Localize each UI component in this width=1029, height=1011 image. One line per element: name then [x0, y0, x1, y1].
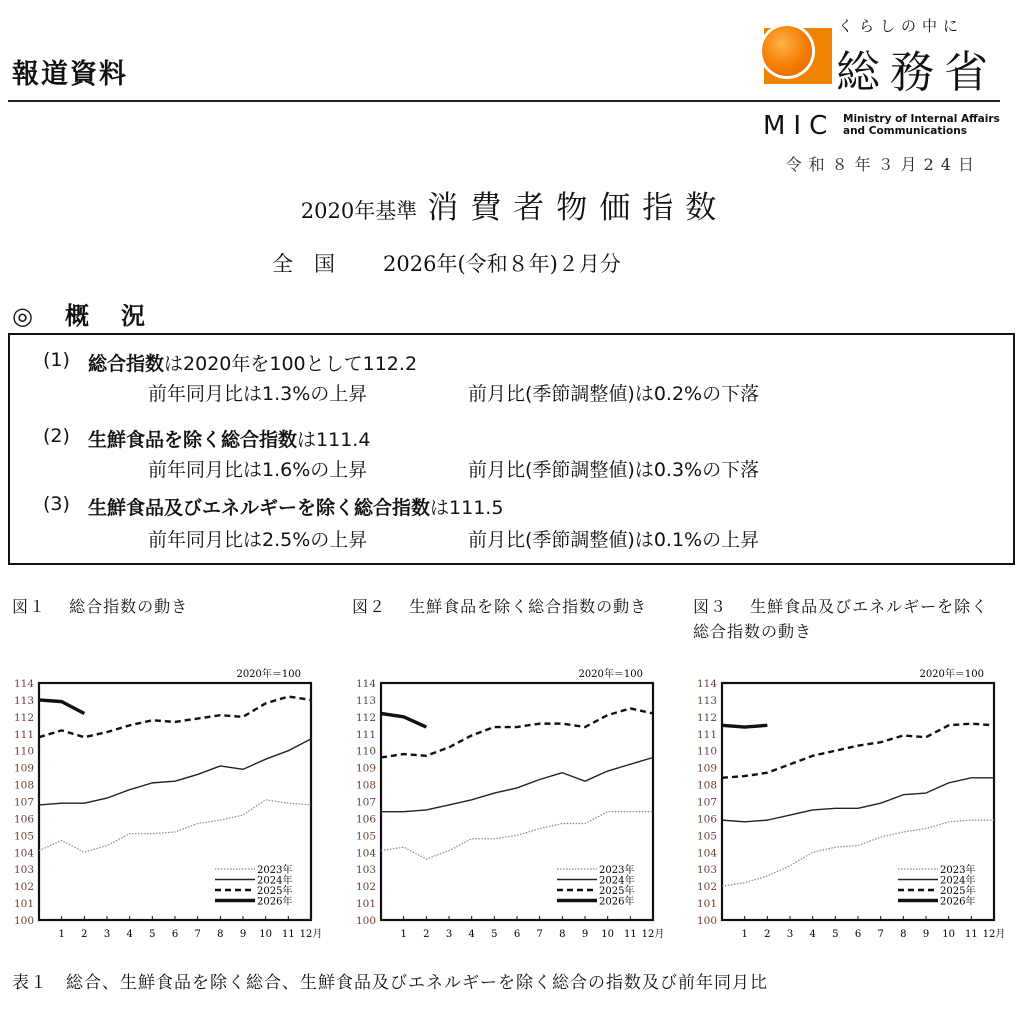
- item-rest: は2020年を100として112.2: [164, 353, 418, 375]
- series-line-2024: [39, 739, 311, 805]
- y-tick-label: 100: [13, 915, 34, 927]
- chart-2: [342, 660, 682, 950]
- y-tick-label: 113: [355, 694, 376, 707]
- y-tick-label: 100: [696, 915, 717, 927]
- y-tick-label: 108: [696, 779, 717, 792]
- figure-1-caption: 図１ 総合指数の動き: [12, 597, 189, 616]
- x-tick-label: 11: [623, 929, 637, 940]
- y-tick-label: 107: [13, 796, 34, 809]
- x-tick-label: 7: [536, 929, 543, 940]
- chart-3: [683, 660, 1023, 950]
- y-tick-label: 102: [696, 881, 717, 894]
- x-tick-label: 9: [581, 929, 589, 940]
- x-tick-label: 8: [559, 929, 566, 940]
- item-number: (1): [43, 349, 70, 371]
- page-subtitle: [272, 248, 621, 278]
- series-line-2025: [381, 708, 653, 757]
- x-tick-label: 12月: [641, 929, 665, 940]
- x-tick-label: 12月: [299, 929, 323, 940]
- title-main: 消費者物価指数: [427, 190, 729, 226]
- overview-box: [8, 333, 1015, 565]
- y-tick-label: 106: [696, 813, 717, 826]
- item-yoy: 前年同月比は2.5%の上昇: [148, 529, 368, 551]
- series-line-2025: [722, 724, 994, 778]
- y-tick-label: 109: [13, 762, 34, 775]
- x-tick-label: 1: [400, 929, 407, 940]
- legend-label: 2023年: [599, 865, 635, 876]
- y-tick-label: 110: [696, 745, 717, 758]
- x-tick-label: 10: [259, 929, 273, 940]
- y-tick-label: 106: [13, 813, 34, 826]
- y-tick-label: 105: [355, 830, 376, 843]
- x-tick-label: 5: [832, 929, 839, 940]
- x-tick-label: 1: [741, 929, 748, 940]
- ministry-english-name: [843, 113, 1000, 137]
- y-tick-label: 110: [355, 745, 376, 758]
- y-tick-label: 108: [13, 779, 34, 792]
- series-line-2026: [39, 700, 84, 714]
- english-line-1: Ministry of Internal Affairs: [843, 113, 1000, 125]
- y-tick-label: 108: [355, 779, 376, 792]
- x-tick-label: 8: [900, 929, 907, 940]
- y-tick-label: 106: [355, 813, 376, 826]
- y-tick-label: 103: [13, 864, 34, 877]
- y-tick-label: 112: [355, 711, 376, 724]
- item-bold: 生鮮食品を除く総合指数: [88, 429, 298, 451]
- x-tick-label: 3: [103, 929, 111, 940]
- x-tick-label: 8: [217, 929, 224, 940]
- y-tick-label: 114: [355, 678, 376, 690]
- x-tick-label: 7: [194, 929, 201, 940]
- x-tick-label: 11: [281, 929, 295, 940]
- legend-label: 2023年: [257, 865, 293, 876]
- x-tick-label: 2: [81, 929, 88, 940]
- figure-2-caption: 図２ 生鮮食品を除く総合指数の動き: [352, 597, 648, 616]
- y-tick-label: 105: [696, 830, 717, 843]
- y-tick-label: 101: [355, 898, 376, 911]
- x-tick-label: 9: [239, 929, 247, 940]
- y-tick-label: 104: [13, 847, 34, 860]
- y-tick-label: 104: [696, 847, 717, 860]
- y-tick-label: 112: [696, 711, 717, 724]
- page-title: [0, 182, 1029, 227]
- legend-label: 2026年: [257, 896, 293, 908]
- y-tick-label: 104: [355, 847, 376, 860]
- x-tick-label: 9: [922, 929, 930, 940]
- y-tick-label: 101: [13, 898, 34, 911]
- x-tick-label: 2: [423, 929, 430, 940]
- legend-label: 2024年: [940, 875, 976, 887]
- series-line-2023: [381, 812, 653, 859]
- legend-label: 2025年: [257, 886, 293, 897]
- legend-label: 2023年: [940, 865, 976, 876]
- item-mom: 前月比(季節調整値)は0.3%の下落: [468, 459, 760, 481]
- y-tick-label: 107: [696, 796, 717, 809]
- x-tick-label: 10: [942, 929, 956, 940]
- x-tick-label: 10: [601, 929, 615, 940]
- x-tick-label: 4: [126, 929, 133, 940]
- y-tick-label: 112: [13, 711, 34, 724]
- figure-3-caption: 図３ 生鮮食品及びエネルギーを除く総合指数の動き: [693, 597, 989, 641]
- header-rule: [8, 100, 1000, 102]
- y-tick-label: 103: [696, 864, 717, 877]
- y-tick-label: 114: [13, 678, 34, 690]
- item-number: (3): [43, 493, 70, 515]
- y-tick-label: 103: [355, 864, 376, 877]
- y-tick-label: 105: [13, 830, 34, 843]
- x-tick-label: 6: [854, 929, 862, 940]
- x-tick-label: 4: [809, 929, 816, 940]
- x-tick-label: 6: [171, 929, 179, 940]
- x-tick-label: 3: [786, 929, 794, 940]
- y-tick-label: 114: [696, 678, 717, 690]
- y-tick-label: 102: [13, 881, 34, 894]
- table-1-caption: 表１ 総合、生鮮食品を除く総合、生鮮食品及びエネルギーを除く総合の指数及び前年同月比: [12, 973, 768, 993]
- legend-label: 2025年: [599, 886, 635, 897]
- overview-item-2: [88, 425, 370, 452]
- y-tick-label: 113: [696, 694, 717, 707]
- item-rest: は111.5: [430, 497, 504, 519]
- series-line-2026: [381, 713, 426, 727]
- release-date: 令和８年３月24日: [785, 155, 981, 174]
- series-line-2023: [39, 800, 311, 852]
- english-line-2: and Communications: [843, 125, 967, 137]
- item-bold: 総合指数: [88, 353, 165, 375]
- y-tick-label: 109: [696, 762, 717, 775]
- x-tick-label: 5: [491, 929, 498, 940]
- item-rest: は111.4: [297, 429, 371, 451]
- x-tick-label: 12月: [982, 929, 1006, 940]
- mic-logo-sphere-icon: [762, 26, 812, 76]
- y-tick-label: 107: [355, 796, 376, 809]
- ministry-name: 総務省: [836, 47, 998, 98]
- base-year-note: 2020年＝100: [919, 669, 984, 680]
- item-bold: 生鮮食品及びエネルギーを除く総合指数: [88, 497, 431, 519]
- subtitle-area: 全 国: [272, 252, 335, 276]
- item-mom: 前月比(季節調整値)は0.1%の上昇: [468, 529, 760, 551]
- y-tick-label: 100: [355, 915, 376, 927]
- x-tick-label: 7: [877, 929, 884, 940]
- series-line-2024: [381, 757, 653, 811]
- overview-item-1: [88, 349, 417, 376]
- press-release-label: 報道資料: [12, 59, 128, 90]
- overview-item-3: [88, 493, 503, 520]
- y-tick-label: 111: [355, 728, 376, 741]
- legend-label: 2025年: [940, 886, 976, 897]
- y-tick-label: 111: [696, 728, 717, 741]
- mic-wordmark: MIC: [763, 111, 836, 141]
- x-tick-label: 3: [445, 929, 453, 940]
- subtitle-period: 2026年(令和８年)２月分: [383, 252, 621, 276]
- y-tick-label: 109: [355, 762, 376, 775]
- x-tick-label: 4: [468, 929, 475, 940]
- x-tick-label: 11: [964, 929, 978, 940]
- item-number: (2): [43, 425, 70, 447]
- logo-tagline: くらしの中に: [838, 17, 965, 35]
- y-tick-label: 110: [13, 745, 34, 758]
- series-line-2025: [39, 697, 311, 738]
- legend-label: 2026年: [599, 896, 635, 908]
- series-line-2024: [722, 778, 994, 822]
- overview-heading: ◎ 概 況: [12, 302, 149, 330]
- base-year-note: 2020年＝100: [236, 669, 301, 680]
- legend-label: 2024年: [599, 875, 635, 887]
- legend-label: 2026年: [940, 896, 976, 908]
- y-tick-label: 101: [696, 898, 717, 911]
- x-tick-label: 6: [513, 929, 521, 940]
- y-tick-label: 111: [13, 728, 34, 741]
- item-mom: 前月比(季節調整値)は0.2%の下落: [468, 383, 760, 405]
- series-line-2026: [722, 725, 767, 727]
- x-tick-label: 5: [149, 929, 156, 940]
- legend-label: 2024年: [257, 875, 293, 887]
- item-yoy: 前年同月比は1.3%の上昇: [148, 383, 368, 405]
- item-yoy: 前年同月比は1.6%の上昇: [148, 459, 368, 481]
- y-tick-label: 113: [13, 694, 34, 707]
- base-year-note: 2020年＝100: [578, 669, 643, 680]
- x-tick-label: 1: [58, 929, 65, 940]
- x-tick-label: 2: [764, 929, 771, 940]
- chart-1: [0, 660, 340, 950]
- title-base: 2020年基準: [300, 199, 418, 223]
- y-tick-label: 102: [355, 881, 376, 894]
